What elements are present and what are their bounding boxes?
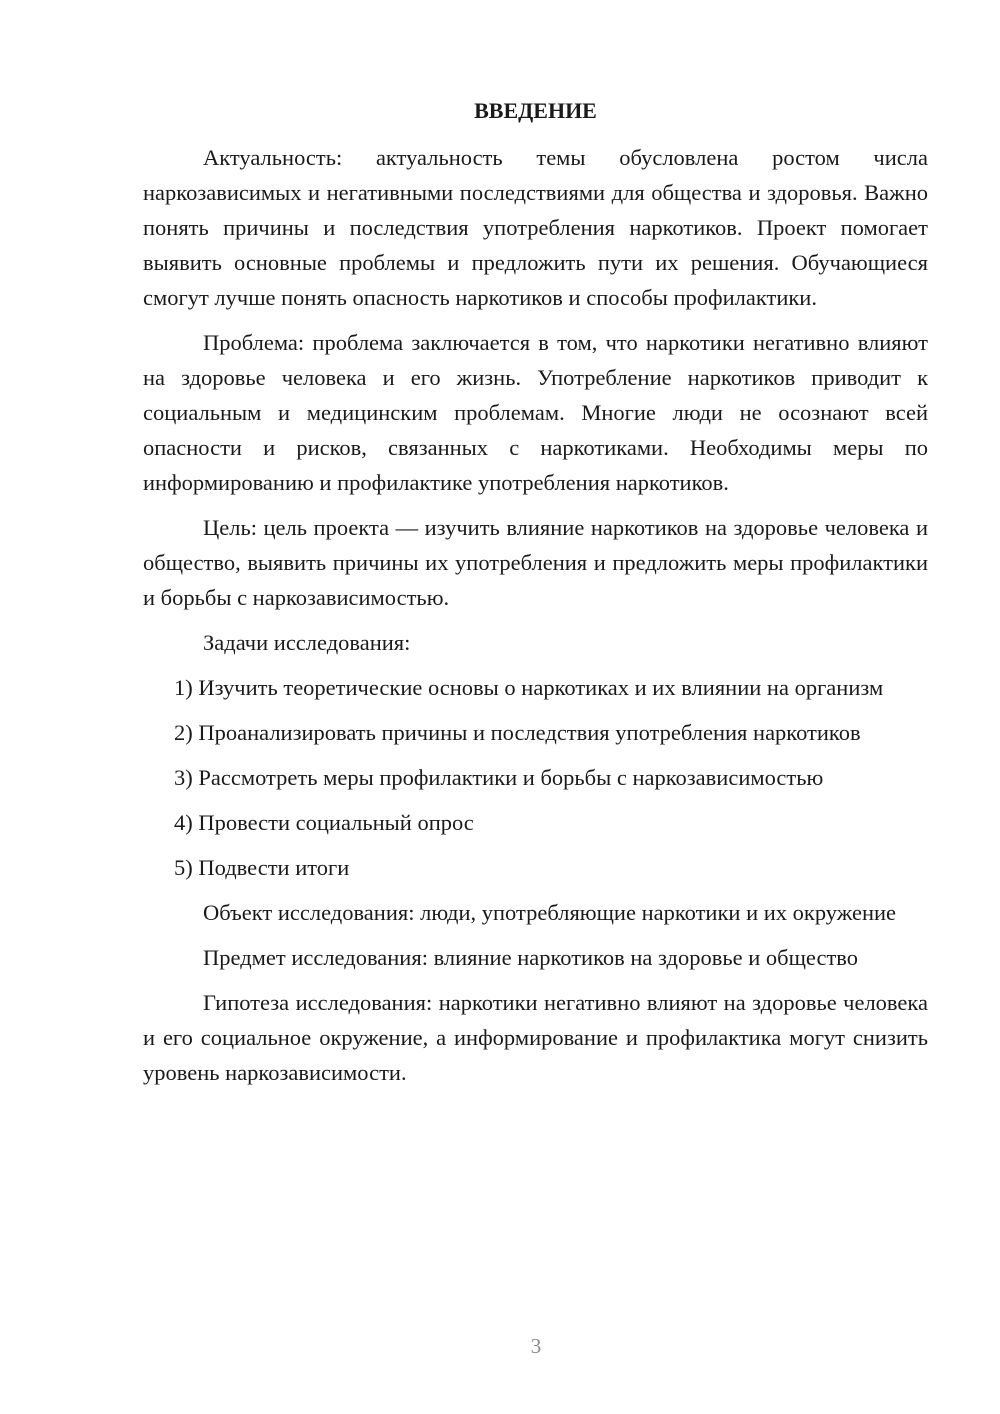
- tasks-heading: Задачи исследования:: [203, 630, 411, 655]
- task-item: 4) Провести социальный опрос: [174, 810, 474, 835]
- task-item: 2) Проанализировать причины и последствия употребления наркотиков: [174, 720, 861, 745]
- paragraph-subject: Предмет исследования: влияние наркотиков на здоровье и общество: [203, 945, 858, 970]
- page-number: 3: [530, 1334, 542, 1358]
- document-body: [143, 96, 928, 1100]
- page-title: ВВЕДЕНИЕ: [474, 98, 597, 123]
- task-item: 3) Рассмотреть меры профилактики и борьбы с наркозависимостью: [174, 765, 824, 790]
- paragraph-problem: Проблема: проблема заключается в том, что наркотики негативно влияют на здоровье человека и его жизнь. Употребление наркотиков приводит к социальным и медицинским проблемам. Многие люди не осознают всей опасности и рисков, связанных с наркотиками. Необходимы меры по информированию и профилактике употребления наркотиков.: [143, 330, 928, 495]
- paragraph-hypothesis: Гипотеза исследования: наркотики негативно влияют на здоровье человека и его социальное окружение, а информирование и профилактика могут снизить уровень наркозависимости.: [143, 990, 928, 1085]
- paragraph-goal: Цель: цель проекта — изучить влияние наркотиков на здоровье человека и общество, выявить причины их употребления и предложить меры профилактики и борьбы с наркозависимостью.: [143, 515, 928, 610]
- task-item: 5) Подвести итоги: [174, 855, 350, 880]
- task-item: 1) Изучить теоретические основы о наркотиках и их влиянии на организм: [174, 675, 884, 700]
- paragraph-relevance: Актуальность: актуальность темы обусловлена ростом числа наркозависимых и негативными последствиями для общества и здоровья. Важно понять причины и последствия употребления наркотиков. Проект помогает выявить основные проблемы и предложить пути их решения. Обучающиеся смогут лучше понять опасность наркотиков и способы профилактики.: [143, 145, 928, 310]
- paragraph-object: Объект исследования: люди, употребляющие наркотики и их окружение: [203, 900, 897, 925]
